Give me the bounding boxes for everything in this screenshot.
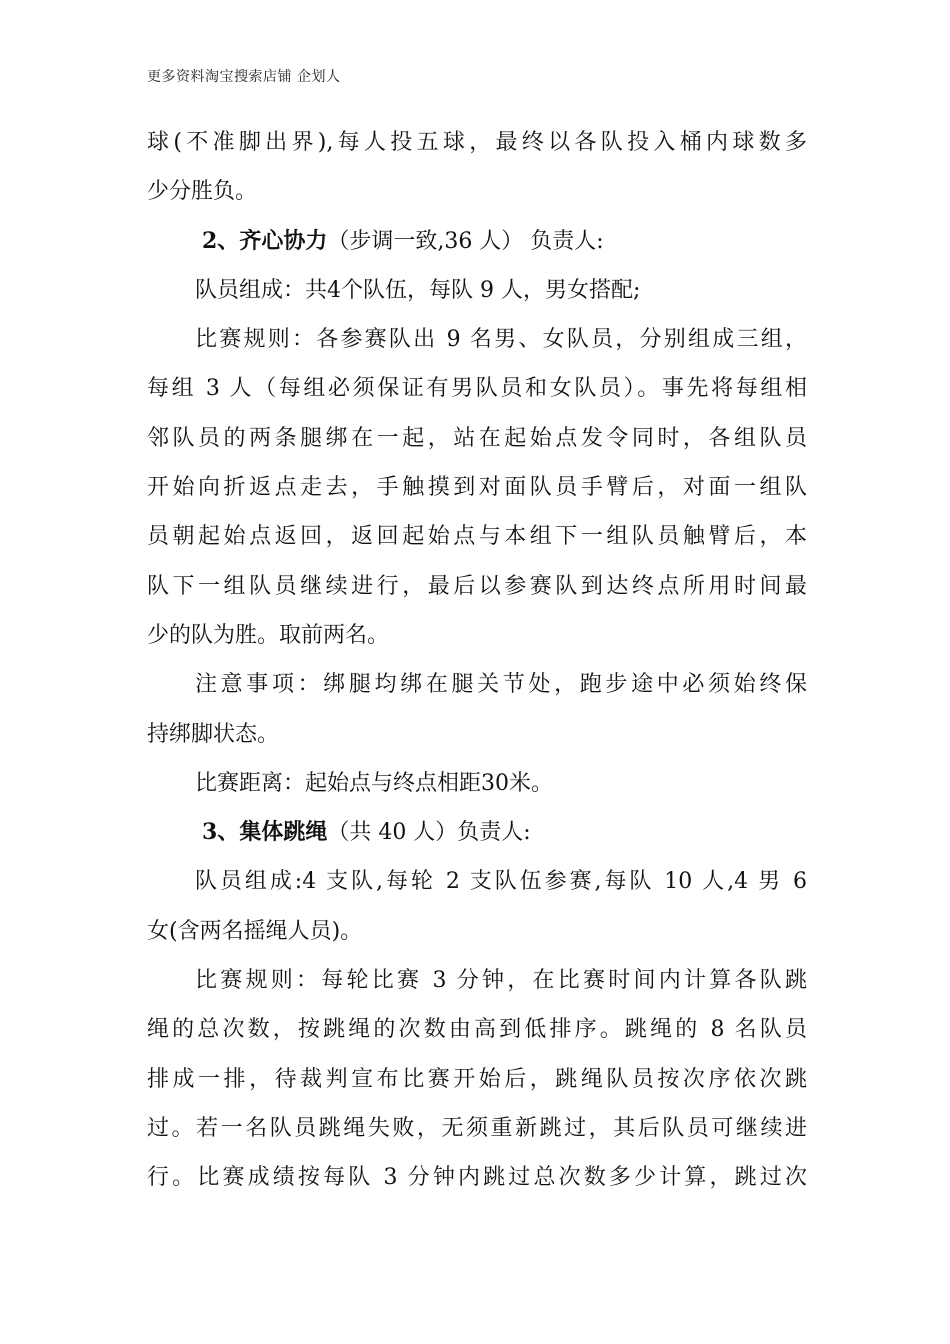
- paragraph-line: 少的队为胜。取前两名。: [147, 622, 390, 648]
- paragraph-line: 队员组成：共4个队伍，每队 9 人，男女搭配;: [195, 277, 641, 303]
- section-heading: [147, 217, 807, 266]
- paragraph-line: 排成一排，待裁判宣布比赛开始后，跳绳队员按次序依次跳: [147, 1066, 807, 1092]
- heading-number: 3、: [202, 819, 240, 846]
- paragraph-line: 比赛规则：每轮比赛 3 分钟，在比赛时间内计算各队跳: [195, 968, 807, 994]
- paragraph-line: 持绑脚状态。: [147, 721, 280, 747]
- section-heading: [147, 808, 807, 857]
- paragraph-line: 行。比赛成绩按每队 3 分钟内跳过总次数多少计算，跳过次: [147, 1165, 807, 1191]
- heading-detail: （共 40 人）负责人:: [327, 820, 531, 846]
- heading-detail: （步调一致,36 人） 负责人:: [327, 228, 604, 254]
- paragraph-line: 球(不准脚出界),每人投五球，最终以各队投入桶内球数多: [147, 130, 807, 155]
- paragraph-line: 队员组成:4 支队,每轮 2 支队伍参赛,每队 10 人,4 男 6: [195, 869, 807, 895]
- document-body: [147, 118, 807, 1203]
- heading-title: 集体跳绳: [239, 819, 328, 846]
- paragraph-line: 队下一组队员继续进行，最后以参赛队到达终点所用时间最: [147, 573, 807, 599]
- paragraph-line: 邻队员的两条腿绑在一起，站在起始点发令同时，各组队员: [147, 425, 807, 451]
- paragraph-line: 绳的总次数，按跳绳的次数由高到低排序。跳绳的 8 名队员: [147, 1017, 807, 1043]
- paragraph-line: 员朝起始点返回，返回起始点与本组下一组队员触臂后，本: [147, 524, 807, 550]
- paragraph-line: 开始向折返点走去，手触摸到对面队员手臂后，对面一组队: [147, 475, 807, 501]
- paragraph-line: 过。若一名队员跳绳失败，无须重新跳过，其后队员可继续进: [147, 1115, 807, 1141]
- paragraph-line: 比赛规则：各参赛队出 9 名男、女队员，分别组成三组，: [195, 327, 807, 353]
- paragraph-line: 女(含两名摇绳人员)。: [147, 918, 363, 944]
- paragraph-line: 少分胜负。: [147, 179, 258, 205]
- heading-number: 2、: [202, 227, 240, 254]
- page-header: 更多资料淘宝搜索店铺 企划人: [147, 69, 341, 85]
- paragraph-line: 每组 3 人（每组必须保证有男队员和女队员）。事先将每组相: [147, 376, 807, 402]
- paragraph-line: 注意事项：绑腿均绑在腿关节处，跑步途中必须始终保: [195, 672, 807, 698]
- heading-title: 齐心协力: [239, 227, 328, 254]
- paragraph-line: 比赛距离：起始点与终点相距30米。: [195, 770, 553, 796]
